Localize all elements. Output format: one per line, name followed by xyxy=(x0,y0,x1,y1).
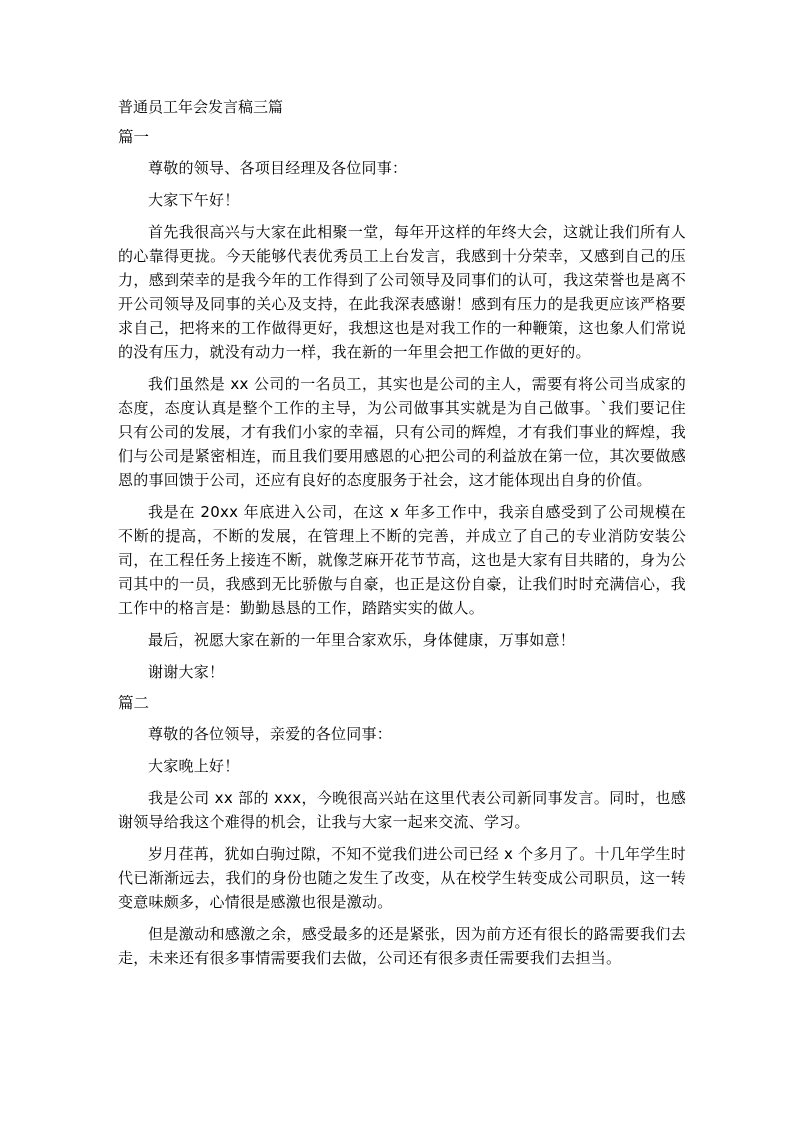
section-heading: 篇一 xyxy=(118,128,150,146)
body-paragraph: 但是激动和感激之余，感受最多的还是紧张，因为前方还有很长的路需要我们去走，未来还有很多事情需要我们去做，公司还有很多责任需要我们去担当。 xyxy=(118,925,686,967)
body-paragraph: 首先我很高兴与大家在此相聚一堂，每年开这样的年终大会，这就让我们所有人的心靠得更拢。今天能够代表优秀员工上台发言，我感到十分荣幸，又感到自己的压力，感到荣幸的是我今年的工作得到了公司领导及同事们的认可，我这荣誉也是离不开公司领导及同事的关心及支持，在此我深表感谢！感到有压力的是我更应该严格要求自己，把将来的工作做得更好，我想这也是对我工作的一种鞭策，这也象人们常说的没有压力，就没有动力一样，我在新的一年里会把工作做的更好的。 xyxy=(118,223,686,361)
body-paragraph: 我们虽然是 xx 公司的一名员工，其实也是公司的主人，需要有将公司当成家的态度，态度认真是整个工作的主导，为公司做事其实就是为自己做事。`我们要记住只有公司的发展，才有我们小家的幸福，只有公司的辉煌，才有我们事业的辉煌，我们与公司是紧密相连，而且我们要用感恩的心把公司的利益放在第一位，其次要做感恩的事回馈于公司，还应有良好的态度服务于社会，这才能体现出自身的价值。 xyxy=(118,375,686,489)
section-2 xyxy=(118,692,686,970)
salutation: 尊敬的各位领导，亲爱的各位同事： xyxy=(148,725,393,743)
section-1 xyxy=(118,126,686,684)
body-paragraph: 我是公司 xx 部的 xxx，今晚很高兴站在这里代表公司新同事发言。同时，也感谢领导给我这个难得的机会，让我与大家一起来交流、学习。 xyxy=(118,789,686,831)
document-page xyxy=(118,96,686,978)
closing-wish: 最后，祝愿大家在新的一年里合家欢乐，身体健康，万事如意！ xyxy=(148,631,576,649)
document-title: 普通员工年会发言稿三篇 xyxy=(118,98,284,116)
greeting: 大家晚上好！ xyxy=(148,757,240,775)
salutation: 尊敬的领导、各项目经理及各位同事： xyxy=(148,159,408,177)
thanks: 谢谢大家！ xyxy=(148,663,225,681)
section-heading: 篇二 xyxy=(118,694,150,712)
body-paragraph: 我是在 20xx 年底进入公司，在这 x 年多工作中，我亲自感受到了公司规模在不断的提高，不断的发展，在管理上不断的完善，并成立了自己的专业消防安装公司，在工程任务上接连不断，就像芝麻开花节节高，这也是大家有目共睹的，身为公司其中的一员，我感到无比骄傲与自豪，也正是这份自豪，让我们时时充满信心，我工作中的格言是：勤勤恳恳的工作，踏踏实实的做人。 xyxy=(118,503,686,617)
greeting: 大家下午好！ xyxy=(148,191,240,209)
body-paragraph: 岁月荏苒，犹如白驹过隙，不知不觉我们进公司已经 x 个多月了。十几年学生时代已渐渐远去，我们的身份也随之发生了改变，从在校学生转变成公司职员，这一转变意味颇多，心情很是感激也很是激动。 xyxy=(118,845,686,911)
